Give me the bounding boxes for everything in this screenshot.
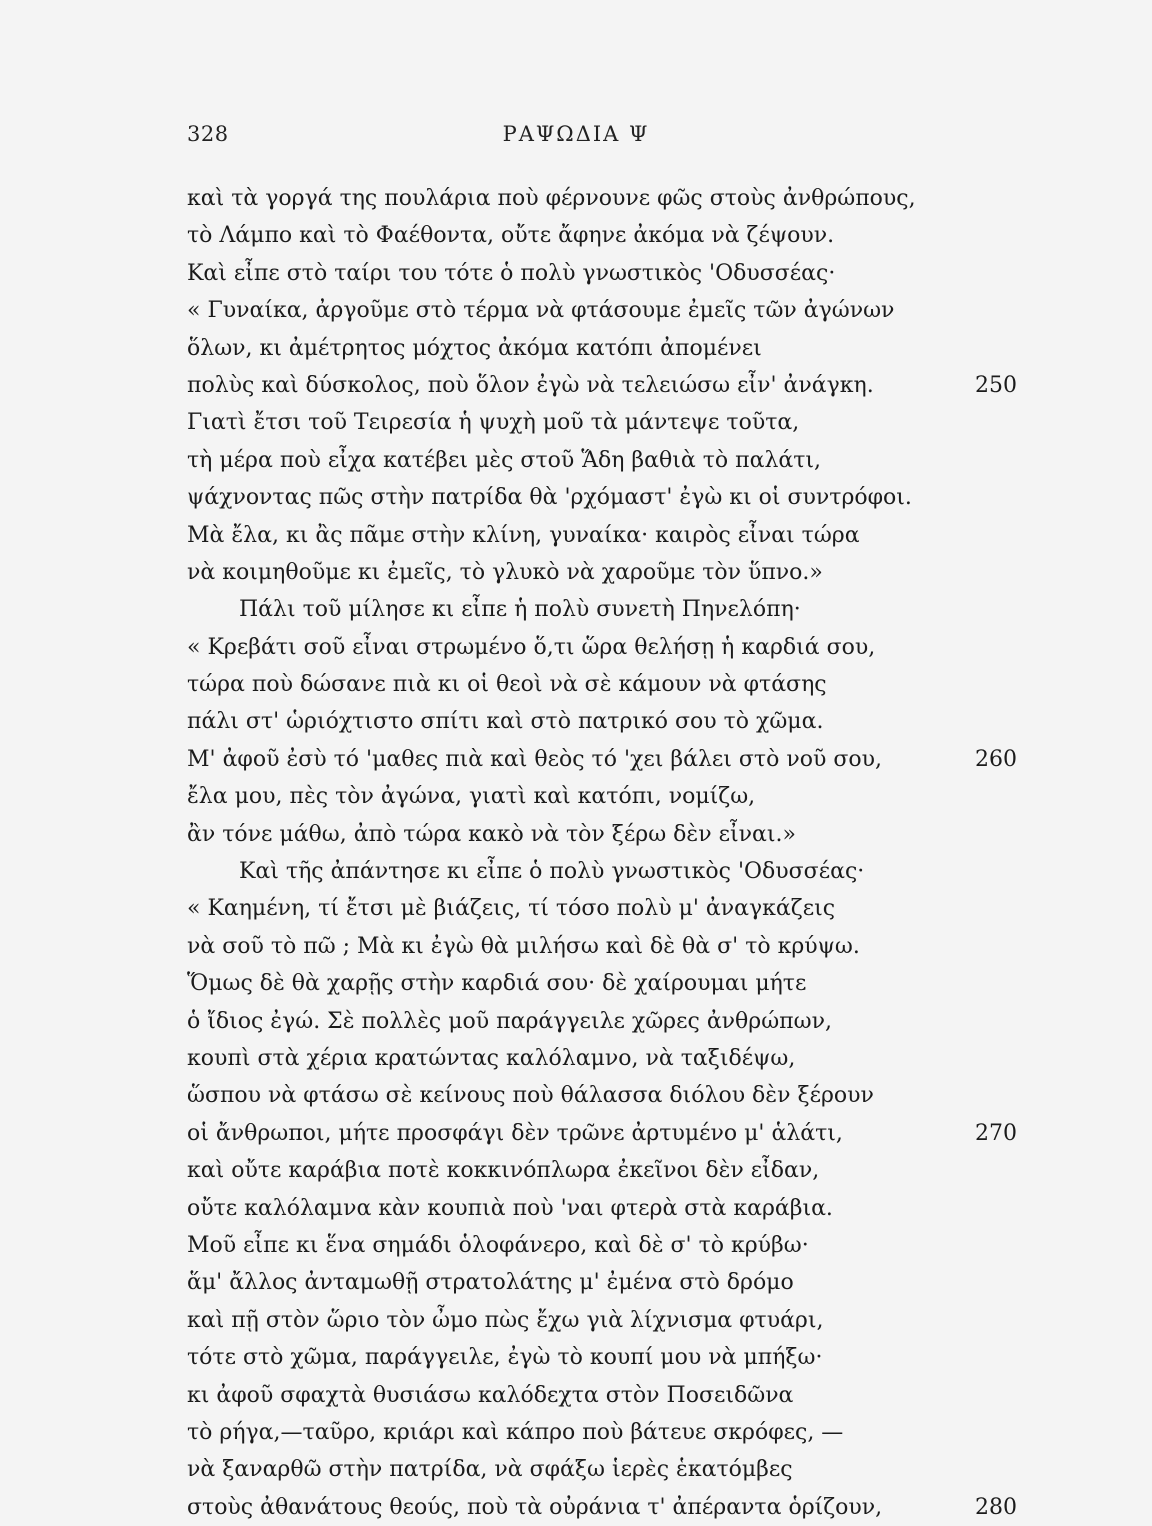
verse-text: « Κρεβάτι σοῦ εἶναι στρωμένο ὅ,τι ὥρα θελήσῃ ἡ καρδιά σου, [187,634,876,660]
poem-body [187,180,1017,1526]
verse-line [187,666,1017,703]
verse-line [187,404,1017,441]
verse-text: Ὅμως δὲ θὰ χαρῇς στὴν καρδιά σου· δὲ χαίρουμαι μήτε [187,971,807,997]
line-number: 260 [975,746,1017,772]
verse-line [187,741,1017,778]
verse-text: πολὺς καὶ δύσκολος, ποὺ ὅλον ἐγὼ νὰ τελειώσω εἶν' ἀνάγκη. [187,372,874,398]
verse-text: κι ἀφοῦ σφαχτὰ θυσιάσω καλόδεχτα στὸν Ποσειδῶνα [187,1382,794,1408]
verse-line [187,591,1017,628]
verse-text: ἔλα μου, πὲς τὸν ἀγώνα, γιατὶ καὶ κατόπι, νομίζω, [187,784,756,810]
verse-text: Καὶ τῆς ἀπάντησε κι εἶπε ὁ πολὺ γνωστικὸς 'Οδυσσέας· [239,859,865,885]
verse-line [187,1377,1017,1414]
verse-line [187,1190,1017,1227]
verse-text: ὥσπου νὰ φτάσω σὲ κείνους ποὺ θάλασσα διόλου δὲν ξέρουν [187,1083,874,1109]
verse-text: νὰ κοιμηθοῦμε κι ἐμεῖς, τὸ γλυκὸ νὰ χαροῦμε τὸν ὕπνο.» [187,559,823,585]
verse-line [187,1040,1017,1077]
verse-line [187,1339,1017,1376]
verse-line [187,255,1017,292]
verse-text: Μοῦ εἶπε κι ἕνα σημάδι ὁλοφάνερο, καὶ δὲ σ' τὸ κρύβω· [187,1232,809,1258]
verse-text: στοὺς ἀθανάτους θεούς, ποὺ τὰ οὐράνια τ' ἀπέραντα ὁρίζουν, [187,1494,883,1520]
verse-line [187,1003,1017,1040]
verse-line [187,1115,1017,1152]
verse-text: Μ' ἀφοῦ ἐσὺ τό 'μαθες πιὰ καὶ θεὸς τό 'χει βάλει στὸ νοῦ σου, [187,746,882,772]
verse-text: Καὶ εἶπε στὸ ταίρι του τότε ὁ πολὺ γνωστικὸς 'Οδυσσέας· [187,260,836,286]
verse-text: οὔτε καλόλαμνα κὰν κουπιὰ ποὺ 'ναι φτερὰ στὰ καράβια. [187,1195,833,1221]
verse-line [187,853,1017,890]
verse-line [187,1414,1017,1451]
verse-line [187,180,1017,217]
line-number: 250 [975,372,1017,398]
verse-line [187,1227,1017,1264]
line-number: 280 [975,1494,1017,1520]
verse-text: τὸ Λάμπο καὶ τὸ Φαέθοντα, οὔτε ἄφηνε ἀκόμα νὰ ζέψουν. [187,223,835,249]
verse-text: τότε στὸ χῶμα, παράγγειλε, ἐγὼ τὸ κουπί μου νὰ μπήξω· [187,1345,823,1371]
verse-text: τὴ μέρα ποὺ εἶχα κατέβει μὲς στοῦ Ἅδη βαθιὰ τὸ παλάτι, [187,447,822,473]
verse-text: νὰ σοῦ τὸ πῶ ; Μὰ κι ἐγὼ θὰ μιλήσω καὶ δὲ θὰ σ' τὸ κρύψω. [187,933,860,959]
verse-line [187,928,1017,965]
verse-text: τὸ ρήγα,—ταῦρο, κριάρι καὶ κάπρο ποὺ βάτευε σκρόφες, — [187,1419,844,1445]
verse-line [187,816,1017,853]
verse-text: « Καημένη, τί ἔτσι μὲ βιάζεις, τί τόσο πολὺ μ' ἀναγκάζεις [187,896,836,922]
verse-line [187,1077,1017,1114]
verse-text: καὶ οὔτε καράβια ποτὲ κοκκινόπλωρα ἐκεῖνοι δὲν εἶδαν, [187,1158,820,1184]
verse-line [187,778,1017,815]
verse-text: κουπὶ στὰ χέρια κρατώντας καλόλαμνο, νὰ ταξιδέψω, [187,1045,796,1071]
verse-line [187,367,1017,404]
verse-text: νὰ ξαναρθῶ στὴν πατρίδα, νὰ σφάξω ἱερὲς ἑκατόμβες [187,1457,793,1483]
verse-text: πάλι στ' ὡριόχτιστο σπίτι καὶ στὸ πατρικό σου τὸ χῶμα. [187,709,824,735]
verse-line [187,517,1017,554]
verse-line [187,1489,1017,1526]
verse-line [187,1152,1017,1189]
running-head: ΡΑΨΩΔΙΑ Ψ [502,122,650,146]
verse-line [187,479,1017,516]
verse-text: « Γυναίκα, ἀργοῦμε στὸ τέρμα νὰ φτάσουμε ἐμεῖς τῶν ἀγώνων [187,298,895,324]
verse-line [187,554,1017,591]
page-number: 328 [187,122,229,146]
verse-text: Γιατὶ ἔτσι τοῦ Τειρεσία ἡ ψυχὴ μοῦ τὰ μάντεψε τοῦτα, [187,410,800,436]
verse-text: ὅλων, κι ἀμέτρητος μόχτος ἀκόμα κατόπι ἀπομένει [187,335,762,361]
verse-line [187,890,1017,927]
verse-line [187,442,1017,479]
verse-line [187,217,1017,254]
verse-line [187,1264,1017,1301]
verse-text: καὶ τὰ γοργά της πουλάρια ποὺ φέρνουνε φῶς στοὺς ἀνθρώπους, [187,186,916,211]
verse-text: Μὰ ἔλα, κι ἂς πᾶμε στὴν κλίνη, γυναίκα· καιρὸς εἶναι τώρα [187,522,860,548]
verse-text: ψάχνοντας πῶς στὴν πατρίδα θὰ 'ρχόμαστ' ἐγὼ κι οἱ συντρόφοι. [187,485,912,511]
verse-line [187,1451,1017,1488]
verse-text: ἂν τόνε μάθω, ἀπὸ τώρα κακὸ νὰ τὸν ξέρω δὲν εἶναι.» [187,821,796,847]
verse-line [187,1302,1017,1339]
verse-line [187,703,1017,740]
verse-line [187,629,1017,666]
verse-text: οἱ ἄνθρωποι, μήτε προσφάγι δὲν τρῶνε ἀρτυμένο μ' ἁλάτι, [187,1120,843,1146]
line-number: 270 [975,1120,1017,1146]
verse-line [187,292,1017,329]
verse-text: τώρα ποὺ δώσανε πιὰ κι οἱ θεοὶ νὰ σὲ κάμουν νὰ φτάσης [187,672,827,698]
verse-text: καὶ πῇ στὸν ὥριο τὸν ὦμο πὼς ἔχω γιὰ λίχνισμα φτυάρι, [187,1307,824,1333]
verse-text: ἅμ' ἄλλος ἀνταμωθῇ στρατολάτης μ' ἐμένα στὸ δρόμο [187,1270,794,1296]
verse-text: Πάλι τοῦ μίλησε κι εἶπε ἡ πολὺ συνετὴ Πηνελόπη· [239,597,801,623]
verse-line [187,330,1017,367]
verse-text: ὁ ἴδιος ἐγώ. Σὲ πολλὲς μοῦ παράγγειλε χῶρες ἀνθρώπων, [187,1008,832,1034]
verse-line [187,965,1017,1002]
